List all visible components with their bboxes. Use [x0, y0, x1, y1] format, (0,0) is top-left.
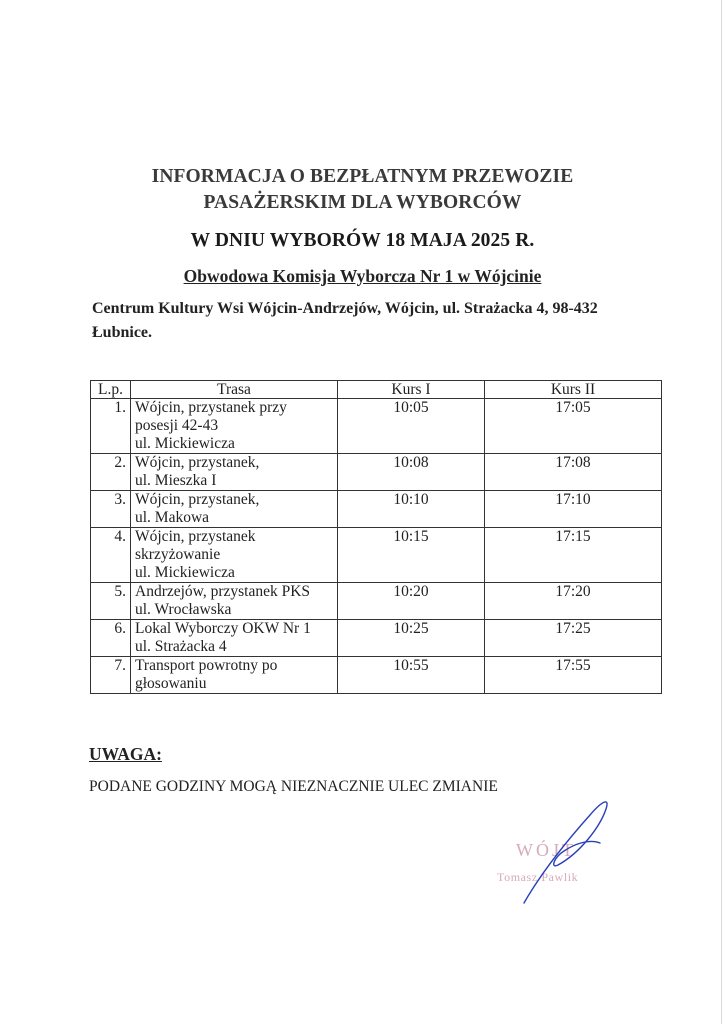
- schedule-change-note: PODANE GODZINY MOGĄ NIEZNACZNIE ULEC ZMIANIE: [89, 778, 498, 795]
- route-line: ul. Strażacka 4: [135, 638, 227, 655]
- route-line: Andrzejów, przystanek PKS: [135, 583, 311, 600]
- cell-lp: 4.: [91, 528, 131, 583]
- transport-schedule-table: [90, 380, 662, 694]
- route-line: Wójcin, przystanek,: [135, 491, 260, 508]
- route-line: posesji 42-43: [135, 417, 219, 434]
- route-line: ul. Mickiewicza: [135, 435, 235, 452]
- header-kurs-2: Kurs II: [485, 381, 662, 399]
- route-line: Transport powrotny po: [135, 657, 278, 674]
- route-line: Lokal Wyborczy OKW Nr 1: [135, 620, 311, 637]
- route-line: Wójcin, przystanek: [135, 528, 256, 545]
- cell-route: [131, 454, 338, 491]
- cell-route: [131, 528, 338, 583]
- cell-route: [131, 583, 338, 620]
- table-row: [91, 491, 662, 528]
- cell-kurs-2: 17:10: [485, 491, 662, 528]
- route-line: Wójcin, przystanek przy: [135, 399, 287, 416]
- cell-kurs-1: 10:55: [338, 657, 485, 694]
- route-line: Wójcin, przystanek,: [135, 454, 260, 471]
- table-row: [91, 399, 662, 454]
- cell-lp: 1.: [91, 399, 131, 454]
- handwritten-signature: [510, 795, 620, 907]
- cell-lp: 3.: [91, 491, 131, 528]
- cell-route: [131, 491, 338, 528]
- cell-kurs-1: 10:08: [338, 454, 485, 491]
- uwaga-label: UWAGA:: [89, 744, 162, 764]
- route-line: ul. Wrocławska: [135, 601, 232, 618]
- cell-kurs-2: 17:15: [485, 528, 662, 583]
- cell-kurs-2: 17:08: [485, 454, 662, 491]
- page-edge: [721, 0, 722, 1024]
- table-body: [91, 399, 662, 694]
- table-row: [91, 620, 662, 657]
- cell-route: [131, 620, 338, 657]
- cell-lp: 6.: [91, 620, 131, 657]
- cell-kurs-1: 10:25: [338, 620, 485, 657]
- header-kurs-1: Kurs I: [338, 381, 485, 399]
- table-row: [91, 583, 662, 620]
- cell-kurs-2: 17:05: [485, 399, 662, 454]
- heading-line-1: INFORMACJA O BEZPŁATNYM PRZEWOZIE: [151, 166, 574, 187]
- cell-kurs-1: 10:10: [338, 491, 485, 528]
- header-route: Trasa: [131, 381, 338, 399]
- table-row: [91, 657, 662, 694]
- table-row: [91, 528, 662, 583]
- table-row: [91, 454, 662, 491]
- cell-lp: 5.: [91, 583, 131, 620]
- cell-lp: 7.: [91, 657, 131, 694]
- cell-kurs-2: 17:25: [485, 620, 662, 657]
- stamp-name: Tomasz Pawlik: [497, 870, 579, 884]
- heading-line-2: PASAŻERSKIM DLA WYBORCÓW: [203, 192, 522, 213]
- cell-kurs-2: 17:20: [485, 583, 662, 620]
- table-header-row: [91, 381, 662, 399]
- header-lp: L.p.: [91, 381, 131, 399]
- cell-route: [131, 657, 338, 694]
- route-line: ul. Mieszka I: [135, 472, 217, 489]
- route-line: ul. Makowa: [135, 509, 210, 526]
- polling-address: Centrum Kultury Wsi Wójcin-Andrzejów, Wójcin, ul. Strażacka 4, 98-432 Łubnice.: [92, 300, 598, 341]
- committee-name: Obwodowa Komisja Wyborcza Nr 1 w Wójcinie: [183, 266, 542, 286]
- heading-line-3: W DNIU WYBORÓW 18 MAJA 2025 R.: [190, 230, 535, 251]
- cell-lp: 2.: [91, 454, 131, 491]
- stamp-title: WÓJT: [516, 840, 576, 860]
- cell-kurs-1: 10:15: [338, 528, 485, 583]
- route-line: skrzyżowanie: [135, 546, 221, 563]
- cell-kurs-1: 10:20: [338, 583, 485, 620]
- cell-kurs-1: 10:05: [338, 399, 485, 454]
- cell-kurs-2: 17:55: [485, 657, 662, 694]
- route-line: ul. Mickiewicza: [135, 564, 235, 581]
- cell-route: [131, 399, 338, 454]
- route-line: głosowaniu: [135, 675, 207, 692]
